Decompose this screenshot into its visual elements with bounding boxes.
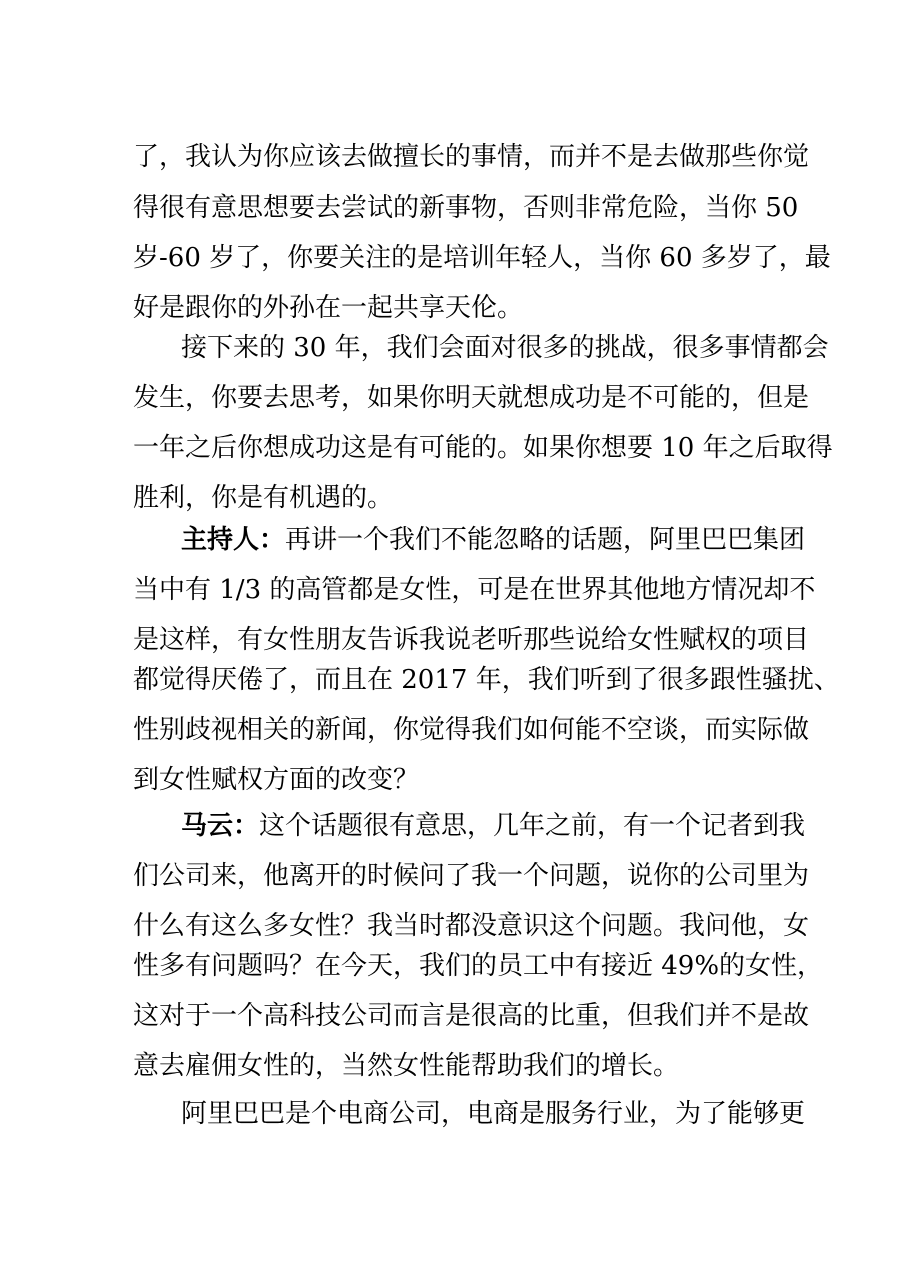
text-line: 好是跟你的外孙在一起共享天伦。 bbox=[133, 293, 524, 323]
text-line: 性别歧视相关的新闻，你觉得我们如何能不空谈，而实际做 bbox=[133, 715, 810, 745]
text-line: 接下来的 30 年，我们会面对很多的挑战，很多事情都会 bbox=[181, 333, 829, 363]
text-line: 当中有 1/3 的高管都是女性，可是在世界其他地方情况却不 bbox=[133, 575, 816, 605]
text-line: 到女性赋权方面的改变？ bbox=[133, 765, 420, 795]
text-line: 什么有这么多女性？我当时都没意识这个问题。我问他，女 bbox=[133, 911, 810, 941]
text-line: 阿里巴巴是个电商公司，电商是服务行业，为了能够更 bbox=[181, 1099, 806, 1129]
text-line: 这对于一个高科技公司而言是很高的比重，但我们并不是故 bbox=[133, 1001, 810, 1031]
text-line: 胜利，你是有机遇的。 bbox=[133, 483, 394, 513]
speaker-label: 主持人： bbox=[181, 525, 286, 555]
speaker-label: 马云： bbox=[181, 811, 260, 841]
speaker-text: 再讲一个我们不能忽略的话题，阿里巴巴集团 bbox=[285, 525, 806, 555]
text-line: 了，我认为你应该去做擅长的事情，而并不是去做那些你觉 bbox=[133, 142, 810, 172]
text-line: 得很有意思想要去尝试的新事物，否则非常危险，当你 50 bbox=[133, 193, 799, 223]
text-line: 们公司来，他离开的时候问了我一个问题，说你的公司里为 bbox=[133, 861, 810, 891]
text-line: 岁-60 岁了，你要关注的是培训年轻人，当你 60 多岁了，最 bbox=[133, 243, 831, 273]
text-line: 是这样，有女性朋友告诉我说老听那些说给女性赋权的项目 bbox=[133, 625, 810, 655]
speaker-line bbox=[181, 520, 806, 560]
text-line: 都觉得厌倦了，而且在 2017 年，我们听到了很多跟性骚扰、 bbox=[133, 665, 840, 695]
speaker-text: 这个话题很有意思，几年之前，有一个记者到我 bbox=[259, 811, 806, 841]
speaker-line bbox=[181, 806, 806, 846]
text-line: 一年之后你想成功这是有可能的。如果你想要 10 年之后取得 bbox=[133, 433, 833, 463]
text-line: 发生，你要去思考，如果你明天就想成功是不可能的，但是 bbox=[133, 383, 810, 413]
text-line: 性多有问题吗？在今天，我们的员工中有接近 49%的女性， bbox=[133, 951, 824, 981]
text-line: 意去雇佣女性的，当然女性能帮助我们的增长。 bbox=[133, 1051, 680, 1081]
